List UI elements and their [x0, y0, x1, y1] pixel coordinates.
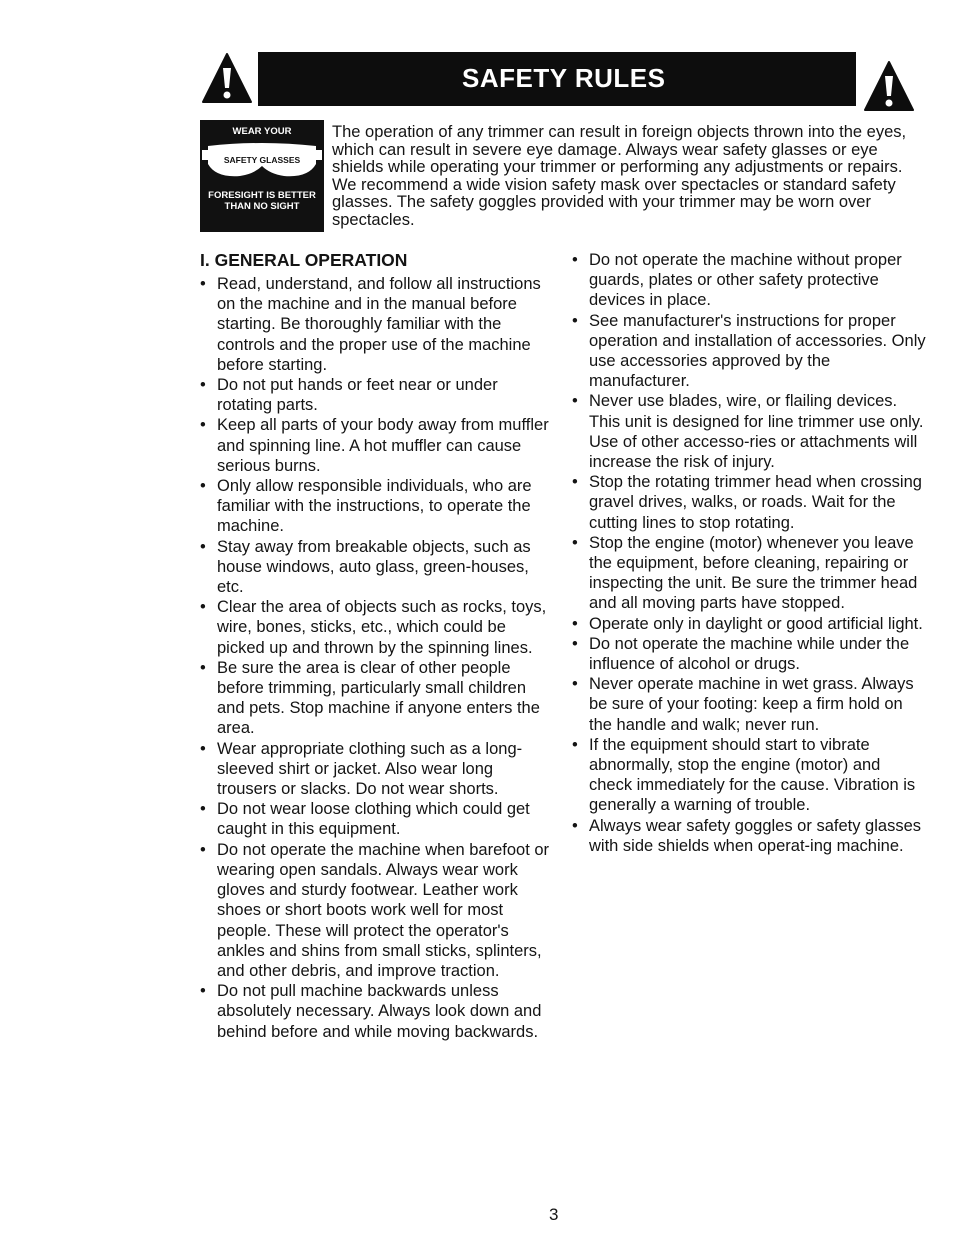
list-item: [572, 634, 926, 674]
list-item-text: Wear appropriate clothing such as a long-sleeved shirt or jacket. Also wear long trousers or slacks. Do not wear shorts.: [217, 739, 523, 799]
badge-line-2: SAFETY GLASSES: [223, 155, 301, 165]
bullet-icon: •: [200, 840, 206, 859]
bullet-icon: •: [200, 477, 206, 496]
list-item-text: Operate only in daylight or good artificial light.: [589, 614, 923, 633]
bullet-icon: •: [200, 537, 206, 556]
list-item-text: Clear the area of objects such as rocks, toys, wire, bones, sticks, etc., which could be picked up and thrown by the spinning lines.: [217, 598, 547, 657]
list-item-text: Do not pull machine backwards unless absolutely necessary. Always look down and behind before and while moving backwards.: [217, 982, 542, 1041]
left-column: [200, 250, 554, 1042]
list-item-text: Do not operate the machine when barefoot or wearing open sandals. Always wear work gloves and sturdy footwear. Leather work shoes or short boots work well for most people. These will protect the operator's ankles and shins from small sticks, splinters, and other debris, and improve traction.: [217, 840, 550, 980]
list-item: [200, 375, 554, 415]
bullet-icon: •: [200, 376, 206, 395]
list-item: [572, 816, 926, 856]
list-item-text: Be sure the area is clear of other people before trimming, particularly small children and pets. Stop machine if anyone enters the area.: [217, 658, 540, 738]
list-item-text: See manufacturer's instructions for proper operation and installation of accessories. Only use accessories approved by the manufacturer.: [589, 311, 926, 391]
bullet-icon: •: [572, 392, 578, 411]
bullet-icon: •: [572, 311, 578, 330]
list-item-text: Do not operate the machine without proper guards, plates or other safety protective devices in place.: [589, 251, 902, 310]
list-item: [572, 735, 926, 816]
bullet-icon: •: [572, 675, 578, 694]
bullet-icon: •: [572, 735, 578, 754]
list-item-text: Always wear safety goggles or safety glasses with side shields when operat-ing machine.: [589, 816, 921, 855]
warning-triangle-icon: [863, 60, 915, 112]
list-item: [200, 658, 554, 739]
list-item: [200, 415, 554, 476]
bullet-icon: •: [200, 598, 206, 617]
list-item-text: Stop the engine (motor) whenever you leave the equipment, before cleaning, repairing or inspecting the unit. Be sure the trimmer head and all moving parts have stopped.: [589, 533, 918, 613]
list-item: [572, 614, 926, 634]
bullet-icon: •: [200, 658, 206, 677]
rules-list-left: [200, 274, 554, 1042]
list-item: [200, 981, 554, 1042]
list-item: [200, 476, 554, 537]
list-item: [572, 391, 926, 472]
list-item-text: Do not operate the machine while under the influence of alcohol or drugs.: [589, 634, 910, 674]
list-item: [200, 274, 554, 375]
badge-line-4: THAN NO SIGHT: [224, 201, 300, 212]
list-item-text: Only allow responsible individuals, who are familiar with the instructions, to operate the machine.: [217, 477, 532, 536]
bullet-icon: •: [200, 982, 206, 1001]
badge-line-3: FORESIGHT IS BETTER: [208, 190, 316, 201]
bullet-icon: •: [572, 634, 578, 653]
intro-paragraph: The operation of any trimmer can result in foreign objects thrown into the eyes, which can result in severe eye damage. Always wear safety glasses or eye shields while operating your trimmer or performing any adjustments or repairs. We recommend a wide vision safety mask over spectacles or standard safety glasses. The safety goggles provided with your trimmer may be worn over spectacles.: [332, 123, 907, 229]
list-item: [572, 250, 926, 311]
list-item-text: Read, understand, and follow all instructions on the machine and in the manual before starting. Be thoroughly familiar with the controls and the proper use of the machine before starting.: [217, 275, 541, 374]
list-item: [572, 472, 926, 533]
list-item-text: Do not wear loose clothing which could get caught in this equipment.: [217, 800, 530, 839]
list-item: [200, 840, 554, 981]
section-heading: I. GENERAL OPERATION: [200, 250, 408, 270]
safety-glasses-badge: [200, 120, 324, 232]
list-item: [572, 674, 926, 735]
list-item-text: Stop the rotating trimmer head when crossing gravel drives, walks, or roads. Wait for the cutting lines to stop rotating.: [589, 473, 922, 532]
badge-line-1: WEAR YOUR: [232, 126, 292, 137]
bullet-icon: •: [572, 473, 578, 492]
list-item-text: Do not put hands or feet near or under rotating parts.: [217, 376, 498, 415]
page-number: 3: [549, 1205, 559, 1224]
page-title-bar: [258, 52, 856, 106]
list-item: [572, 533, 926, 614]
list-item-text: Never operate machine in wet grass. Always be sure of your footing: keep a firm hold on the handle and walk; never run.: [589, 675, 914, 734]
list-item: [200, 537, 554, 598]
bullet-icon: •: [200, 275, 206, 293]
bullet-icon: •: [200, 800, 206, 819]
warning-triangle-icon: [201, 52, 253, 104]
list-item-text: Never use blades, wire, or flailing devices. This unit is designed for line trimmer use only. Use of other accesso-ries or attachments will increase the risk of injury.: [589, 392, 924, 472]
list-item-text: If the equipment should start to vibrate abnormally, stop the engine (motor) and check immediately for the cause. Vibration is generally a warning of trouble.: [589, 735, 916, 815]
bullet-icon: •: [572, 816, 578, 835]
bullet-icon: •: [572, 614, 578, 633]
bullet-icon: •: [572, 533, 578, 552]
list-item-text: Stay away from breakable objects, such as house windows, auto glass, green-houses, etc.: [217, 537, 531, 597]
list-item-text: Keep all parts of your body away from muffler and spinning line. A hot muffler can cause serious burns.: [217, 416, 549, 475]
rules-list-right: [572, 250, 926, 856]
bullet-icon: •: [572, 251, 578, 269]
right-column: [572, 250, 926, 856]
page-title: SAFETY RULES: [462, 63, 666, 93]
list-item: [200, 799, 554, 839]
list-item: [200, 597, 554, 658]
bullet-icon: •: [200, 739, 206, 758]
list-item: [200, 739, 554, 800]
list-item: [572, 311, 926, 392]
bullet-icon: •: [200, 416, 206, 435]
